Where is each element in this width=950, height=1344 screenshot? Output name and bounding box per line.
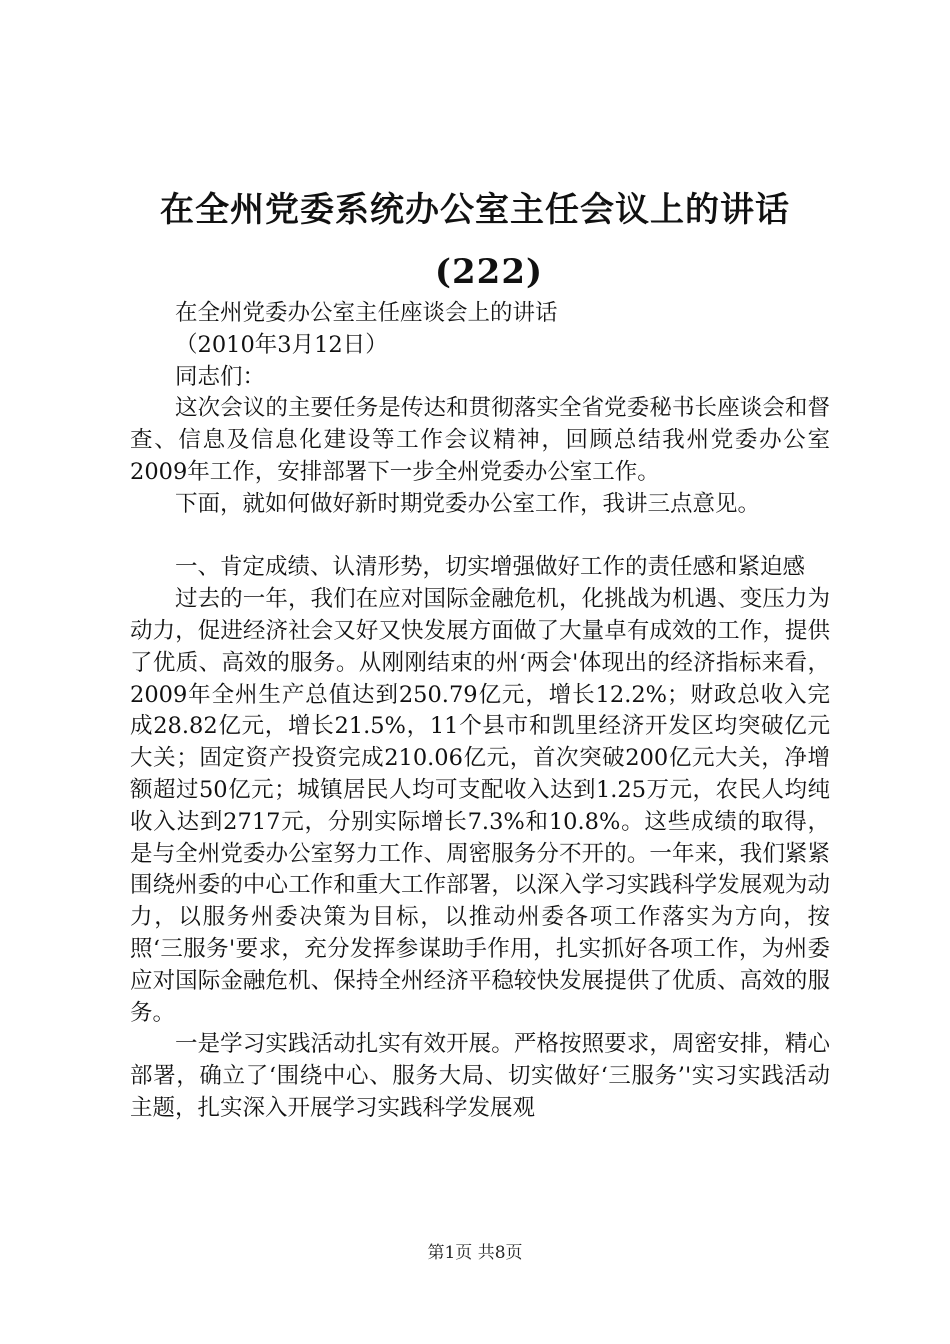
blank-line — [130, 521, 830, 553]
salutation: 同志们： — [175, 363, 266, 390]
page-number: 第1页 共8页 — [427, 1243, 523, 1263]
document-title: 在全州党委系统办公室主任会议上的讲话 — [160, 190, 790, 230]
paragraph: 下面，就如何做好新时期党委办公室工作，我讲三点意见。 — [175, 490, 761, 517]
document-title-suffix: (222) — [434, 252, 544, 292]
paragraph: 一是学习实践活动扎实有效开展。严格按照要求，周密安排，精心部署，确立了‘围绕中心、服务大局、切实做好‘三服务’'实习实践活动主题，扎实深入开展学习实践科学发展观 — [130, 1031, 830, 1121]
paragraph: 这次会议的主要任务是传达和贯彻落实全省党委秘书长座谈会和督查、信息及信息化建设等工作会议精神，回顾总结我州党委办公室2009年工作，安排部署下一步全州党委办公室工作。 — [130, 395, 830, 485]
speech-date: （2010年3月12日） — [175, 331, 388, 358]
document-body — [130, 298, 830, 1125]
paragraph: 过去的一年，我们在应对国际金融危机，化挑战为机遇、变压力为动力，促进经济社会又好又快发展方面做了大量卓有成效的工作，提供了优质、高效的服务。从刚刚结束的州‘两会'体现出的经济指标来看，2009年全州生产总值达到250.79亿元，增长12.2%；财政总收入完成28.82亿元，增长21.5%，11个县市和凯里经济开发区均突破亿元大关；固定资产投资完成210.06亿元，首次突破200亿元大关，净增额超过50亿元；城镇居民人均可支配收入达到1.25万元，农民人均纯收入达到2717元，分别实际增长7.3%和10.8%。这些成绩的取得，是与全州党委办公室努力工作、周密服务分不开的。一年来，我们紧紧围绕州委的中心工作和重大工作部署，以深入学习实践科学发展观为动力，以服务州委决策为目标，以推动州委各项工作落实为方向，按照‘三服务'要求，充分发挥参谋助手作用，扎实抓好各项工作，为州委应对国际金融危机、保持全州经济平稳较快发展提供了优质、高效的服务。 — [130, 586, 830, 1026]
speech-heading: 在全州党委办公室主任座谈会上的讲话 — [175, 300, 558, 326]
section-heading: 一、肯定成绩、认清形势，切实增强做好工作的责任感和紧迫感 — [175, 554, 806, 581]
